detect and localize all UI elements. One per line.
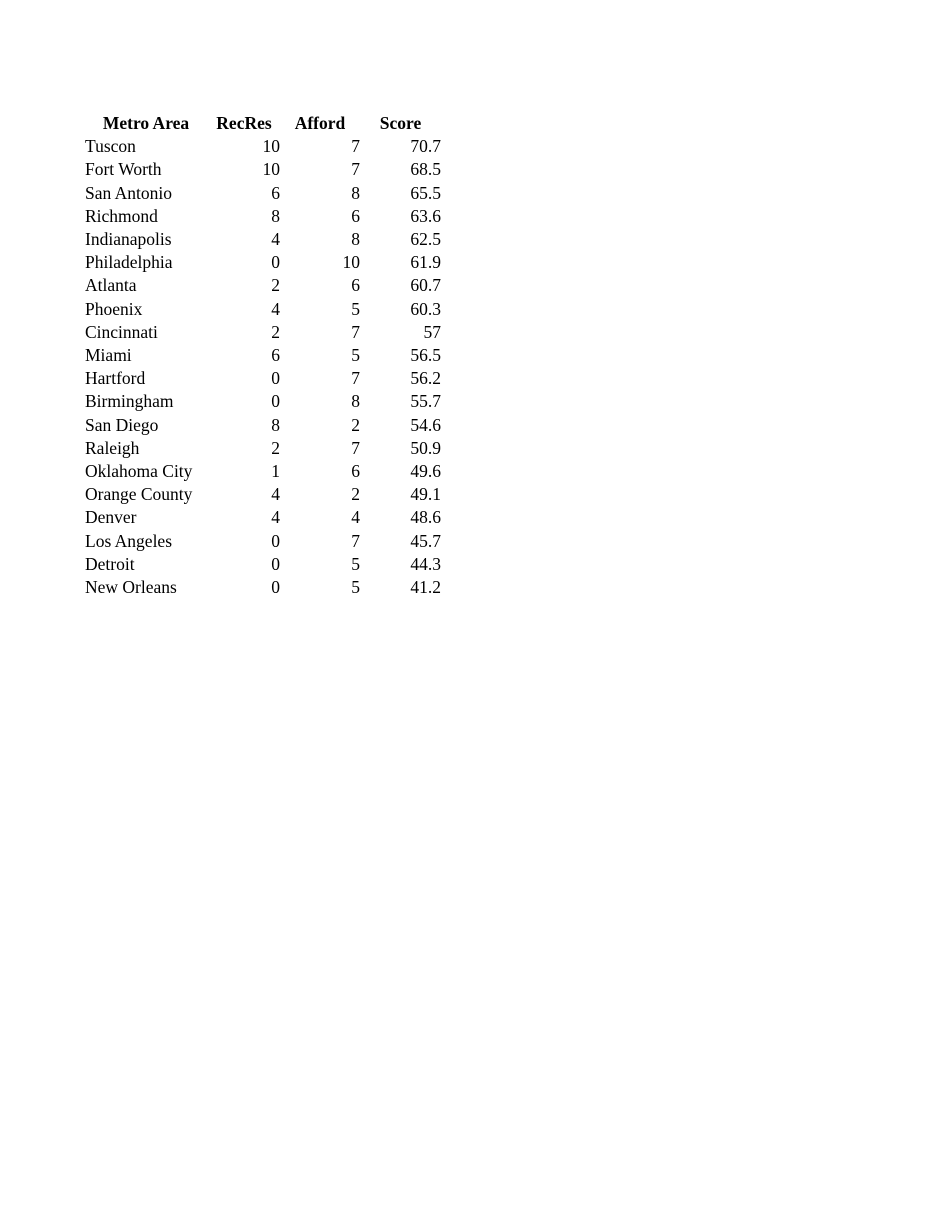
table-row xyxy=(84,135,441,158)
score-cell[interactable]: 50.9 xyxy=(410,437,441,458)
table-row xyxy=(84,205,441,228)
score-cell[interactable]: 49.1 xyxy=(410,484,441,505)
recres-cell[interactable]: 2 xyxy=(271,275,280,296)
metro-area-cell[interactable]: Denver xyxy=(85,507,137,528)
table-row xyxy=(84,506,441,529)
spreadsheet-area xyxy=(84,112,441,599)
table-row xyxy=(84,530,441,553)
score-cell[interactable]: 68.5 xyxy=(410,159,441,180)
recres-cell[interactable]: 0 xyxy=(271,530,280,551)
metro-area-cell[interactable]: Indianapolis xyxy=(85,229,172,250)
score-cell[interactable]: 65.5 xyxy=(410,182,441,203)
table-row xyxy=(84,460,441,483)
recres-cell[interactable]: 2 xyxy=(271,437,280,458)
table-row xyxy=(84,251,441,274)
recres-cell[interactable]: 8 xyxy=(271,205,280,226)
afford-cell[interactable]: 4 xyxy=(351,507,360,528)
recres-cell[interactable]: 0 xyxy=(271,391,280,412)
afford-cell[interactable]: 7 xyxy=(351,321,360,342)
afford-cell[interactable]: 8 xyxy=(351,391,360,412)
table-row xyxy=(84,298,441,321)
afford-cell[interactable]: 7 xyxy=(351,437,360,458)
table-row xyxy=(84,576,441,599)
afford-cell[interactable]: 6 xyxy=(351,461,360,482)
table-row xyxy=(84,344,441,367)
recres-cell[interactable]: 4 xyxy=(271,484,280,505)
score-cell[interactable]: 63.6 xyxy=(410,205,441,226)
afford-cell[interactable]: 5 xyxy=(351,553,360,574)
afford-cell[interactable]: 7 xyxy=(351,136,360,157)
recres-cell[interactable]: 10 xyxy=(262,136,280,157)
metro-area-cell[interactable]: Fort Worth xyxy=(85,159,162,180)
score-cell[interactable]: 49.6 xyxy=(410,461,441,482)
header-row xyxy=(84,112,441,135)
afford-cell[interactable]: 8 xyxy=(351,229,360,250)
metro-area-cell[interactable]: Miami xyxy=(85,345,132,366)
metro-area-cell[interactable]: Oklahoma City xyxy=(85,461,193,482)
header-afford[interactable]: Afford xyxy=(294,113,346,133)
metro-area-cell[interactable]: New Orleans xyxy=(85,577,177,598)
metro-area-cell[interactable]: Birmingham xyxy=(85,391,174,412)
afford-cell[interactable]: 7 xyxy=(351,159,360,180)
metro-area-cell[interactable]: Philadelphia xyxy=(85,252,173,273)
table-row xyxy=(84,390,441,413)
metro-score-table xyxy=(84,112,441,599)
afford-cell[interactable]: 7 xyxy=(351,530,360,551)
score-cell[interactable]: 70.7 xyxy=(410,136,441,157)
afford-cell[interactable]: 5 xyxy=(351,577,360,598)
recres-cell[interactable]: 4 xyxy=(271,229,280,250)
metro-area-cell[interactable]: Atlanta xyxy=(85,275,137,296)
table-row xyxy=(84,437,441,460)
table-body xyxy=(84,135,441,599)
recres-cell[interactable]: 0 xyxy=(271,553,280,574)
metro-area-cell[interactable]: Cincinnati xyxy=(85,321,158,342)
score-cell[interactable]: 54.6 xyxy=(410,414,441,435)
score-cell[interactable]: 57 xyxy=(423,321,441,342)
afford-cell[interactable]: 2 xyxy=(351,484,360,505)
afford-cell[interactable]: 5 xyxy=(351,298,360,319)
recres-cell[interactable]: 10 xyxy=(262,159,280,180)
afford-cell[interactable]: 7 xyxy=(351,368,360,389)
metro-area-cell[interactable]: San Antonio xyxy=(85,182,173,203)
afford-cell[interactable]: 6 xyxy=(351,205,360,226)
afford-cell[interactable]: 6 xyxy=(351,275,360,296)
metro-area-cell[interactable]: San Diego xyxy=(85,414,159,435)
score-cell[interactable]: 60.7 xyxy=(410,275,441,296)
header-metro-area[interactable]: Metro Area xyxy=(102,113,190,133)
recres-cell[interactable]: 0 xyxy=(271,368,280,389)
recres-cell[interactable]: 4 xyxy=(271,298,280,319)
score-cell[interactable]: 45.7 xyxy=(410,530,441,551)
metro-area-cell[interactable]: Phoenix xyxy=(85,298,143,319)
metro-area-cell[interactable]: Detroit xyxy=(85,553,135,574)
score-cell[interactable]: 41.2 xyxy=(410,577,441,598)
recres-cell[interactable]: 1 xyxy=(271,461,280,482)
recres-cell[interactable]: 4 xyxy=(271,507,280,528)
recres-cell[interactable]: 2 xyxy=(271,321,280,342)
recres-cell[interactable]: 0 xyxy=(271,252,280,273)
header-recres[interactable]: RecRes xyxy=(216,113,272,133)
metro-area-cell[interactable]: Tuscon xyxy=(85,136,136,157)
afford-cell[interactable]: 5 xyxy=(351,345,360,366)
metro-area-cell[interactable]: Los Angeles xyxy=(85,530,173,551)
metro-area-cell[interactable]: Raleigh xyxy=(85,437,140,458)
table-row xyxy=(84,367,441,390)
table-row xyxy=(84,483,441,506)
recres-cell[interactable]: 0 xyxy=(271,577,280,598)
table-row xyxy=(84,182,441,205)
table-row xyxy=(84,321,441,344)
score-cell[interactable]: 44.3 xyxy=(410,553,441,574)
score-cell[interactable]: 55.7 xyxy=(410,391,441,412)
recres-cell[interactable]: 6 xyxy=(271,345,280,366)
score-cell[interactable]: 56.2 xyxy=(410,368,441,389)
score-cell[interactable]: 48.6 xyxy=(410,507,441,528)
metro-area-cell[interactable]: Orange County xyxy=(85,484,193,505)
afford-cell[interactable]: 2 xyxy=(351,414,360,435)
recres-cell[interactable]: 6 xyxy=(271,182,280,203)
metro-area-cell[interactable]: Hartford xyxy=(85,368,146,389)
score-cell[interactable]: 60.3 xyxy=(410,298,441,319)
header-score[interactable]: Score xyxy=(379,113,422,133)
afford-cell[interactable]: 8 xyxy=(351,182,360,203)
table-row xyxy=(84,274,441,297)
score-cell[interactable]: 56.5 xyxy=(410,345,441,366)
metro-area-cell[interactable]: Richmond xyxy=(85,205,158,226)
table-row xyxy=(84,553,441,576)
score-cell[interactable]: 62.5 xyxy=(410,229,441,250)
table-row xyxy=(84,228,441,251)
score-cell[interactable]: 61.9 xyxy=(410,252,441,273)
recres-cell[interactable]: 8 xyxy=(271,414,280,435)
table-row xyxy=(84,414,441,437)
table-row xyxy=(84,158,441,181)
afford-cell[interactable]: 10 xyxy=(342,252,360,273)
